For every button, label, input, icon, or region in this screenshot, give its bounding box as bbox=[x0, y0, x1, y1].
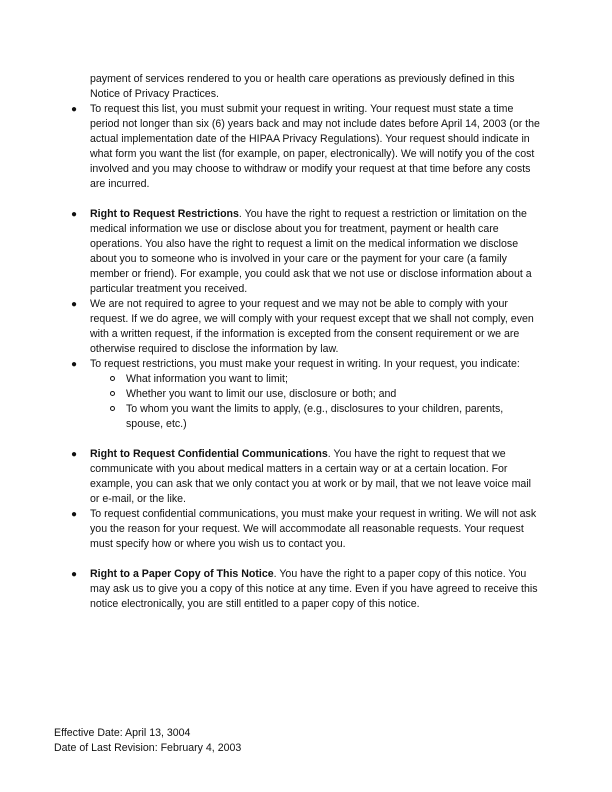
sub-list-item bbox=[126, 372, 540, 387]
list-item bbox=[71, 297, 540, 357]
bullet-icon: ● bbox=[71, 359, 78, 370]
bullet-icon: ● bbox=[71, 299, 78, 310]
accounting-bullets bbox=[71, 102, 540, 192]
restrictions-sublist bbox=[90, 372, 540, 432]
list-item-text: To request confidential communications, you must make your request in writing. We will not ask you the reason for your request. We will accommodate all reasonable requests. Your request must specify how or where you wish us to contact you. bbox=[90, 508, 537, 550]
effective-date: Effective Date: April 13, 3004 bbox=[54, 727, 191, 739]
list-item-text: To request this list, you must submit your request in writing. Your request must state a time period not longer than six (6) years back and may not include dates before April 14, 2003 (or the actual implementation date of the HIPAA Privacy Regulations). Your request should indicate in what form you want the list (for example, on paper, electronically). We will notify you of the cost involved and you may choose to withdraw or modify your request at that time before any costs are incurred. bbox=[90, 103, 540, 190]
last-revision-date: Date of Last Revision: February 4, 2003 bbox=[54, 742, 242, 754]
hollow-bullet-icon bbox=[110, 376, 115, 381]
restrictions-section bbox=[71, 207, 540, 432]
list-item bbox=[71, 357, 540, 432]
confidential-heading: Right to Request Confidential Communications bbox=[90, 448, 328, 460]
sub-list-item bbox=[126, 402, 540, 432]
bullet-icon: ● bbox=[71, 104, 78, 115]
list-item bbox=[71, 507, 540, 552]
sub-list-item bbox=[126, 387, 540, 402]
section-spacer bbox=[90, 432, 540, 447]
restrictions-heading: Right to Request Restrictions bbox=[90, 208, 239, 220]
sub-list-item-text: Whether you want to limit our use, disclosure or both; and bbox=[126, 388, 397, 400]
bullet-icon: ● bbox=[71, 569, 78, 580]
continuation-paragraph: payment of services rendered to you or health care operations as previously defined in this Notice of Privacy Practices. bbox=[90, 73, 515, 100]
section-spacer bbox=[90, 552, 540, 567]
list-item bbox=[71, 567, 540, 612]
paper-copy-body: . You have the right to a paper copy of this notice. You may ask us to give you a copy of this notice at any time. Even if you have agreed to receive this notice electronically, you are still entitled to a paper copy of this notice. bbox=[90, 568, 538, 610]
document-footer bbox=[54, 726, 454, 756]
restrictions-body: . You have the right to request a restriction or limitation on the medical information we use or disclose about you for treatment, payment or health care operations. You also have the right to request a limit on the medical information we disclose about you to someone who is involved in your care or the payment for your care (a family member or friend). For example, you could ask that we not use or disclose information about a particular treatment you received. bbox=[90, 208, 532, 295]
bullet-icon: ● bbox=[71, 449, 78, 460]
list-item bbox=[71, 102, 540, 192]
paper-copy-heading: Right to a Paper Copy of This Notice bbox=[90, 568, 274, 580]
bullet-icon: ● bbox=[71, 509, 78, 520]
list-item-text: To request restrictions, you must make your request in writing. In your request, you indicate: bbox=[90, 358, 520, 370]
bullet-icon: ● bbox=[71, 209, 78, 220]
confidential-section bbox=[71, 447, 540, 552]
document-body bbox=[71, 72, 540, 612]
hollow-bullet-icon bbox=[110, 406, 115, 411]
sub-list-item-text: To whom you want the limits to apply, (e.g., disclosures to your children, parents, spouse, etc.) bbox=[126, 403, 504, 430]
list-item bbox=[71, 207, 540, 297]
paper-copy-section bbox=[71, 567, 540, 612]
hollow-bullet-icon bbox=[110, 391, 115, 396]
confidential-body: . You have the right to request that we communicate with you about medical matters in a certain way or at a certain location. For example, you can ask that we only contact you at work or by mail, that we not leave voice mail or e-mail, or the like. bbox=[90, 448, 532, 505]
sub-list-item-text: What information you want to limit; bbox=[126, 373, 288, 385]
section-spacer bbox=[90, 192, 540, 207]
list-item-text: We are not required to agree to your request and we may not be able to comply with your request. If we do agree, we will comply with your request except that we shall not comply, even with a written request, if the information is excepted from the consent requirement or we are otherwise required to disclose the information by law. bbox=[90, 298, 534, 355]
list-item bbox=[71, 447, 540, 507]
